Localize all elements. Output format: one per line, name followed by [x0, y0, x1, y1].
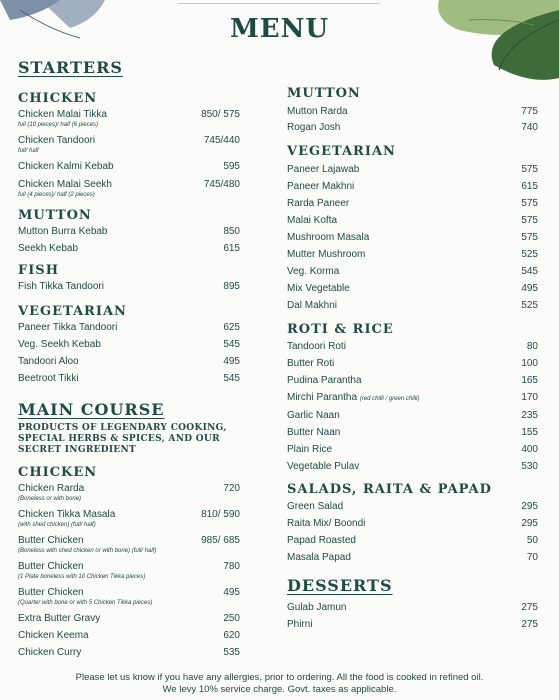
item-note: (Quarter with bone or with 5 Chicken Tikka pieces): [18, 600, 153, 606]
list-item: [287, 358, 538, 370]
list-item: [18, 630, 240, 642]
list-item: [287, 619, 538, 631]
item-price: 615: [521, 181, 538, 192]
item-price: 400: [521, 444, 538, 455]
item-price: 575: [521, 164, 538, 175]
list-item: [287, 375, 538, 387]
item-name: Paneer Tikka Tandoori: [18, 322, 118, 333]
item-price: 70: [526, 552, 538, 563]
footer-line-charges: We levy 10% service charge. Govt. taxes as applicable.: [162, 684, 397, 695]
item-price: 850: [223, 226, 240, 237]
item-name: Mix Vegetable: [287, 283, 350, 294]
item-name: Fish Tikka Tandoori: [18, 281, 104, 292]
item-name: Garlic Naan: [287, 410, 340, 421]
item-name: Plain Rice: [287, 444, 333, 455]
list-item: [287, 283, 538, 295]
list-item: [287, 518, 538, 530]
list-item: [18, 179, 240, 199]
item-name: Beetroot Tikki: [18, 373, 79, 384]
item-name: Chicken Kalmi Kebab: [18, 161, 114, 172]
item-name: Butter Roti: [287, 358, 335, 369]
list-item: [287, 164, 538, 176]
main-chicken-heading: CHICKEN: [18, 465, 98, 480]
main-course-heading: MAIN COURSE: [18, 400, 165, 419]
list-item: [18, 509, 240, 529]
item-name: Butter Chicken: [18, 535, 84, 546]
item-name: Chicken Tandoori: [18, 135, 96, 146]
list-item: [18, 135, 240, 155]
item-price: 895: [223, 281, 240, 292]
item-price: 235: [521, 410, 538, 421]
item-name: Mutton Rarda: [287, 106, 348, 117]
item-name: Seekh Kebab: [18, 243, 79, 254]
item-price: 740: [521, 122, 538, 133]
list-item: [18, 322, 240, 334]
list-item: [18, 161, 240, 173]
item-price: 575: [521, 198, 538, 209]
item-price: 720: [223, 483, 240, 494]
list-item: [18, 281, 240, 293]
main-course-description: PRODUCTS OF LEGENDARY COOKING, SPECIAL HERBS & SPICES, AND OUR SECRET INGREDIENT: [18, 423, 227, 455]
item-price: 545: [223, 339, 240, 350]
list-item: [18, 339, 240, 351]
list-item: [287, 215, 538, 227]
list-item: [287, 198, 538, 210]
item-price: 745/440: [203, 135, 240, 146]
starters-chicken-heading: CHICKEN: [18, 91, 98, 106]
item-price: 810/ 590: [201, 509, 240, 520]
item-name: Chicken Malai Tikka: [18, 109, 107, 120]
list-item: [287, 552, 538, 564]
item-name: Pudina Parantha: [287, 375, 362, 386]
item-name: Green Salad: [287, 501, 344, 512]
left-column: [18, 58, 240, 659]
item-price: 545: [223, 373, 240, 384]
item-price: 165: [521, 375, 538, 386]
item-name: Masala Papad: [287, 552, 351, 563]
list-item: [287, 444, 538, 456]
list-item: [18, 587, 240, 607]
item-price: 525: [521, 300, 538, 311]
list-item: [18, 373, 240, 385]
item-price: 575: [521, 215, 538, 226]
desserts-heading: DESSERTS: [287, 576, 393, 595]
item-name: Malai Kofta: [287, 215, 338, 226]
list-item: [18, 613, 240, 625]
item-price: 170: [521, 392, 538, 403]
item-price: 535: [223, 647, 240, 658]
item-price: 295: [521, 501, 538, 512]
item-name: Phirni: [287, 619, 313, 630]
item-price: 985/ 685: [201, 535, 240, 546]
item-name: Chicken Rarda: [18, 483, 85, 494]
top-border: [178, 0, 380, 4]
item-price: 595: [223, 161, 240, 172]
item-price: 745/480: [203, 179, 240, 190]
list-item: [18, 226, 240, 238]
item-price: 525: [521, 249, 538, 260]
footer-line-allergies: Please let us know if you have any allergies, prior to ordering. All the food is cooked in refined oil.: [75, 672, 484, 683]
item-name: Extra Butter Gravy: [18, 613, 101, 624]
item-price: 50: [526, 535, 538, 546]
list-item: [287, 602, 538, 614]
item-name: Chicken Tikka Masala: [18, 509, 116, 520]
item-note: (1 Plate boneless with 10 Chicken Tikka pieces): [18, 574, 146, 580]
item-price: 575: [521, 232, 538, 243]
list-item: [287, 392, 538, 405]
item-note: (Boneless with shed chicken or with bone) (full/ half): [18, 548, 157, 554]
item-name: Papad Roasted: [287, 535, 356, 546]
right-column: [287, 86, 538, 631]
item-name: Butter Chicken: [18, 561, 84, 572]
item-price: 495: [223, 587, 240, 598]
item-note: (with shed chicken) (full/ half): [18, 522, 96, 528]
list-item: [287, 181, 538, 193]
item-price: 530: [521, 461, 538, 472]
item-name: Rogan Josh: [287, 122, 341, 133]
item-name: Chicken Curry: [18, 647, 82, 658]
roti-rice-heading: ROTI & RICE: [287, 322, 394, 337]
starters-mutton-heading: MUTTON: [18, 208, 92, 223]
list-item: [287, 341, 538, 353]
item-name: Chicken Keema: [18, 630, 89, 641]
list-item: [18, 561, 240, 581]
item-price: 80: [526, 341, 538, 352]
salads-heading: SALADS, RAITA & PAPAD: [287, 482, 492, 497]
item-name: Dal Makhni: [287, 300, 338, 311]
item-name: Paneer Lajawab: [287, 164, 360, 175]
item-name: Tandoori Aloo: [18, 356, 79, 367]
main-mutton-heading: MUTTON: [287, 86, 361, 101]
item-price: 275: [521, 619, 538, 630]
item-name: Raita Mix/ Boondi: [287, 518, 366, 529]
item-name: Paneer Makhni: [287, 181, 355, 192]
item-price: 780: [223, 561, 240, 572]
item-price: 625: [223, 322, 240, 333]
list-item: [287, 427, 538, 439]
main-vegetarian-heading: VEGETARIAN: [287, 144, 396, 159]
item-name: Vegetable Pulav: [287, 461, 360, 472]
item-name: Mushroom Masala: [287, 232, 370, 243]
item-name: Rarda Paneer: [287, 198, 350, 209]
list-item: [18, 243, 240, 255]
starters-heading: STARTERS: [18, 58, 123, 77]
item-name: Butter Chicken: [18, 587, 84, 598]
list-item: [287, 535, 538, 547]
starters-vegetarian-heading: VEGETARIAN: [18, 304, 127, 319]
list-item: [18, 535, 240, 555]
item-price: 495: [521, 283, 538, 294]
list-item: [287, 266, 538, 278]
item-price: 775: [521, 106, 538, 117]
list-item: [18, 483, 240, 503]
list-item: [287, 300, 538, 312]
item-note: full (10 pieces)/ half (6 pieces): [18, 122, 99, 128]
item-price: 250: [223, 613, 240, 624]
item-name: Butter Naan: [287, 427, 341, 438]
item-price: 275: [521, 602, 538, 613]
item-price: 100: [521, 358, 538, 369]
item-note: (red chilli / green chilli): [359, 396, 420, 402]
footer-note: [0, 672, 559, 696]
item-name: Mutton Burra Kebab: [18, 226, 108, 237]
starters-chicken-list: [18, 109, 240, 199]
item-note: full/ half: [18, 148, 39, 154]
page-title: MENU: [229, 14, 330, 44]
item-name: Mutter Mushroom: [287, 249, 366, 260]
item-name: Veg. Seekh Kebab: [18, 339, 101, 350]
item-price: 545: [521, 266, 538, 277]
list-item: [287, 122, 538, 134]
starters-fish-heading: FISH: [18, 263, 59, 278]
item-name: Mirchi Parantha: [287, 392, 358, 403]
list-item: [287, 501, 538, 513]
list-item: [287, 106, 538, 118]
list-item: [18, 647, 240, 659]
item-price: 295: [521, 518, 538, 529]
list-item: [287, 410, 538, 422]
list-item: [18, 356, 240, 368]
item-name: Chicken Malai Seekh: [18, 179, 112, 190]
list-item: [18, 109, 240, 129]
item-price: 495: [223, 356, 240, 367]
list-item: [287, 461, 538, 473]
item-price: 155: [521, 427, 538, 438]
list-item: [287, 249, 538, 261]
item-name: Tandoori Roti: [287, 341, 346, 352]
item-note: (Boneless or with bone): [18, 496, 82, 502]
item-note: full (4 pieces)/ half (2 pieces): [18, 192, 95, 198]
item-name: Gulab Jamun: [287, 602, 347, 613]
item-price: 615: [223, 243, 240, 254]
list-item: [287, 232, 538, 244]
item-name: Veg. Korma: [287, 266, 340, 277]
item-price: 850/ 575: [201, 109, 240, 120]
item-price: 620: [223, 630, 240, 641]
